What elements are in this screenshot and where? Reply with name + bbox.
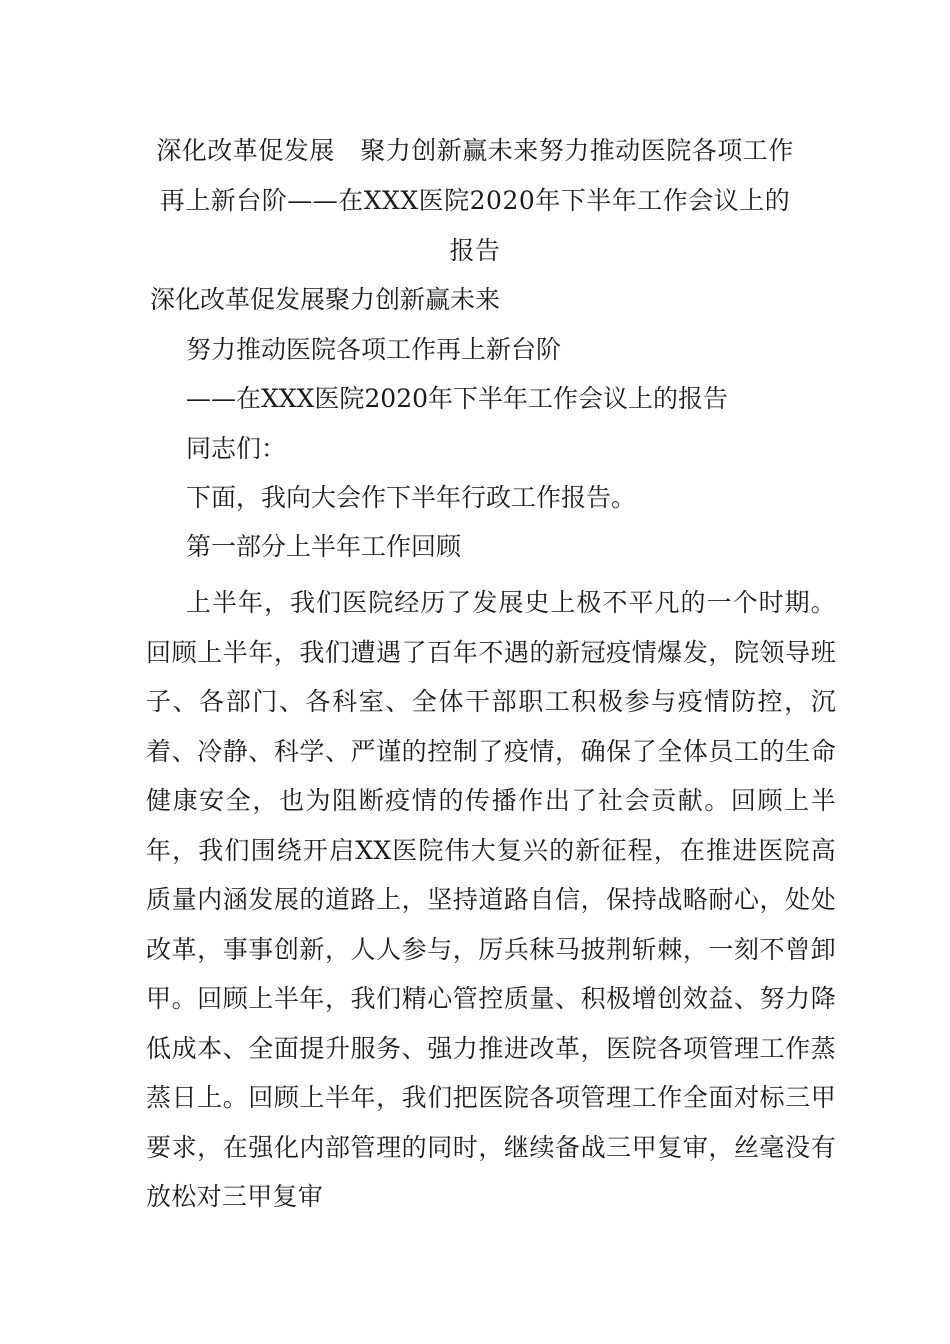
title-line-2: 再上新台阶——在XXX医院2020年下半年工作会议上的 — [159, 186, 791, 215]
body-paragraph: 上半年，我们医院经历了发展史上极不平凡的一个时期。回顾上半年，我们遭遇了百年不遇的新冠疫情爆发，院领导班子、各部门、各科室、全体干部职工积极参与疫情防控，沉着、冷静、科学、严谨的控制了疫情，确保了全体员工的生命健康安全，也为阻断疫情的传播作出了社会贡献。回顾上半年，我们围绕开启XX医院伟大复兴的新征程，在推进医院高质量内涵发展的道路上，坚持道路自信，保持战略耐心，处处改革，事事创新，人人参与，厉兵秣马披荆斩棘，一刻不曾卸甲。回顾上半年，我们精心管控质量、积极增创效益、努力降低成本、全面提升服务、强力推进改革，医院各项管理工作蒸蒸日上。回顾上半年，我们把医院各项管理工作全面对标三甲要求，在强化内部管理的同时，继续备战三甲复审，丝毫没有放松对三甲复审 — [146, 588, 836, 1211]
title-line-1: 深化改革促发展 聚力创新赢未来努力推动医院各项工作 — [156, 136, 794, 165]
section-heading: 第一部分上半年工作回顾 — [186, 532, 462, 561]
subtitle-second: 努力推动医院各项工作再上新台阶 — [186, 335, 562, 364]
subtitle-report: ——在XXX医院2020年下半年工作会议上的报告 — [186, 384, 729, 413]
salutation: 同志们： — [186, 434, 287, 463]
title-line-3: 报告 — [449, 236, 501, 265]
document-title — [140, 126, 810, 276]
subtitle-main: 深化改革促发展聚力创新赢未来 — [150, 285, 501, 314]
intro-paragraph: 下面，我向大会作下半年行政工作报告。 — [186, 483, 637, 512]
